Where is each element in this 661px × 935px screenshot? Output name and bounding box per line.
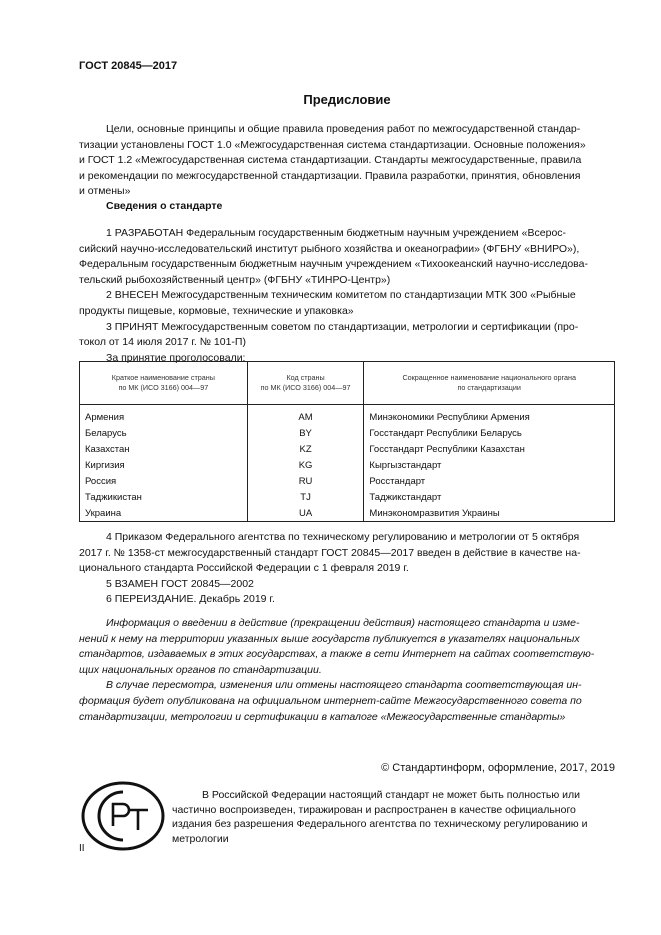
text-line: 2017 г. № 1358-ст межгосударственный стандарт ГОСТ 20845—2017 введен в действие в качестве на- [79,546,581,559]
text-line: 6 ПЕРЕИЗДАНИЕ. Декабрь 2019 г. [106,593,275,606]
country-cell: Киргизия [80,457,248,473]
text-line: В случае пересмотра, изменения или отмены настоящего стандарта соответствующая ин- [106,679,582,692]
agency-cell: Таджикстандарт [364,489,615,505]
copyright-notice: © Стандартинформ, оформление, 2017, 2019 [381,762,615,774]
document-code: ГОСТ 20845—2017 [79,60,178,72]
code-cell: KG [247,457,364,473]
text-line: Федеральным государственным бюджетным научным учреждением «Тихоокеанский научно-исследова- [79,258,588,271]
table-header-cell [247,362,364,405]
text-line: щих национальных органов по стандартизации. [79,663,322,676]
agency-cell: Госстандарт Республики Казахстан [364,441,615,457]
text-line: В Российской Федерации настоящий стандарт не может быть полностью или [202,789,581,801]
enactment-info [79,530,615,608]
text-line: формация будет опубликована на официальном интернет-сайте Межгосударственного совета по [79,694,582,707]
text-line: ционального стандарта Российской Федерации с 1 февраля 2019 г. [79,562,409,575]
code-cell: RU [247,473,364,489]
header-line: Сокращенное наименование национального органа [402,373,576,382]
country-cell: Россия [80,473,248,489]
country-cell: Украина [80,505,248,522]
table-row [80,425,615,441]
text-line: продукты пищевые, кормовые, технические и упаковка» [79,304,354,317]
table-row [80,405,615,426]
text-line: стандартизации, метрологии и сертификации в каталоге «Межгосударственные стандарты» [79,710,566,723]
header-line: по стандартизации [457,383,521,392]
text-line: 4 Приказом Федерального агентства по техническому регулированию и метрологии от 5 октября [106,531,580,543]
page-title: Предисловие [303,92,391,107]
text-line: 2 ВНЕСЕН Межгосударственным техническим комитетом по стандартизации МТК 300 «Рыбные [106,289,576,302]
table-header-cell [80,362,248,405]
publication-info [79,616,615,725]
agency-cell: Кыргызстандарт [364,457,615,473]
country-cell: Беларусь [80,425,248,441]
agency-cell: Росстандарт [364,473,615,489]
table-row [80,441,615,457]
text-line: За принятие проголосовали: [106,351,246,364]
rights-notice [172,788,615,846]
agency-cell: Минэкономразвития Украины [364,505,615,522]
text-line: стандартов, издаваемых в этих государствах, а также в сети Интернет на сайтах соответствую- [79,648,595,661]
text-line: тизации установлены ГОСТ 1.0 «Межгосударственная система стандартизации. Основные положения» [79,138,586,151]
table-header-cell [364,362,615,405]
section-heading: Сведения о стандарте [106,200,223,212]
table-row [80,489,615,505]
agency-cell: Госстандарт Республики Беларусь [364,425,615,441]
agency-cell: Минэкономики Республики Армения [364,405,615,426]
text-line: и отмены» [79,185,131,198]
header-line: Код страны [286,373,325,382]
text-line: частично воспроизведен, тиражирован и распространен в качестве официального [172,803,576,816]
code-cell: TJ [247,489,364,505]
text-line: 1 РАЗРАБОТАН Федеральным государственным бюджетным научным учреждением «Всерос- [106,227,567,239]
text-line: 5 ВЗАМЕН ГОСТ 20845—2002 [106,577,254,590]
intro-paragraph [79,122,615,200]
table-header-row [80,362,615,405]
code-cell: AM [247,405,364,426]
header-line: по МК (ИСО 3166) 004—97 [118,383,209,392]
standard-info-list [79,226,615,366]
text-line: и ГОСТ 1.2 «Межгосударственная система стандартизации. Стандарты межгосударственные, правила [79,154,582,167]
table-row [80,457,615,473]
text-line: издания без разрешения Федерального агентства по техническому регулированию и [172,818,588,830]
text-line: Цели, основные принципы и общие правила проведения работ по межгосударственной стандар- [106,123,581,135]
text-line: сийский научно-исследовательский институт рыбного хозяйства и океанографии» (ФГБНУ «ВНИРО»), [79,242,580,255]
voting-table [79,361,615,522]
code-cell: BY [247,425,364,441]
gost-r-mark-icon [80,780,166,852]
country-cell: Таджикистан [80,489,248,505]
page-number: II [79,843,85,854]
text-line: токол от 14 июля 2017 г. № 101-П) [79,336,246,349]
text-line: Информация о введении в действие (прекращении действия) настоящего стандарта и изме- [106,617,580,629]
country-cell: Казахстан [80,441,248,457]
header-line: по МК (ИСО 3166) 004—97 [260,383,351,392]
code-cell: UA [247,505,364,522]
text-line: метрологии [172,832,229,845]
header-line: Краткое наименование страны [111,373,215,382]
text-line: и рекомендации по межгосударственной стандартизации. Правила разработки, принятия, обновления [79,169,581,182]
table-row [80,505,615,522]
text-line: нений к нему на территории указанных выше государств публикуется в указателях национальных [79,632,580,645]
table-row [80,473,615,489]
text-line: тельский рыбохозяйственный центр» (ФГБНУ «ТИНРО-Центр») [79,273,391,286]
code-cell: KZ [247,441,364,457]
country-cell: Армения [80,405,248,426]
text-line: 3 ПРИНЯТ Межгосударственным советом по стандартизации, метрологии и сертификации (про- [106,320,579,333]
